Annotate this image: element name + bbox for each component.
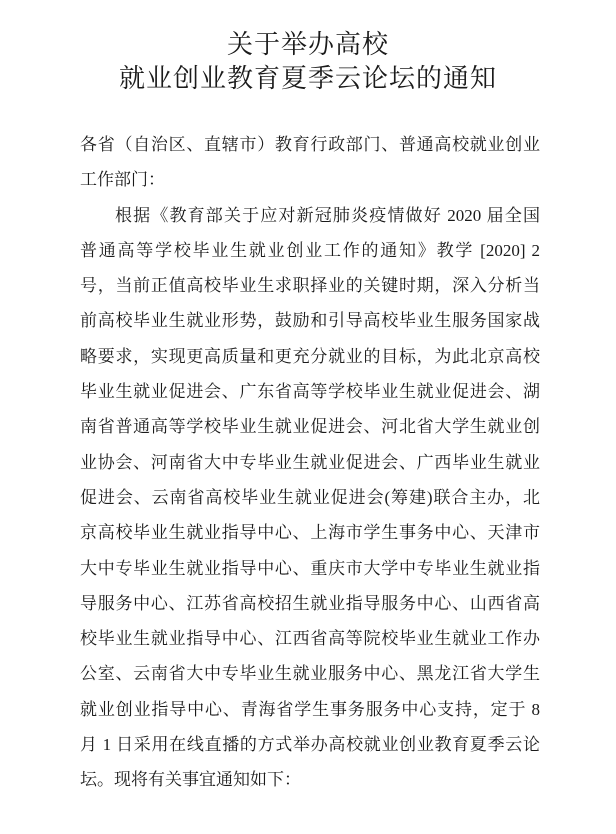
document-title-line-1: 关于举办高校 <box>226 30 389 59</box>
document-body <box>0 127 616 798</box>
body-line: 工作部门： <box>80 170 165 190</box>
body-line: 促进会、云南省高校毕业生就业促进会(筹建)联合主办，北 <box>80 487 540 507</box>
body-line: 业协会、河南省大中专毕业生就业促进会、广西毕业生就业 <box>80 452 540 472</box>
body-line: 各省（自治区、直辖市）教育行政部门、普通高校就业创业 <box>80 135 540 154</box>
body-line: 号，当前正值高校毕业生求职择业的关键时期，深入分析当 <box>80 276 540 296</box>
body-line: 校毕业生就业指导中心、江西省高等院校毕业生就业工作办 <box>80 629 540 649</box>
body-line: 月 1 日采用在线直播的方式举办高校就业创业教育夏季云论 <box>80 735 540 755</box>
body-line: 就业创业指导中心、青海省学生事务服务中心支持，定于 8 <box>80 699 540 719</box>
document-title-line-2: 就业创业教育夏季云论坛的通知 <box>118 64 497 93</box>
body-line: 普通高等学校毕业生就业创业工作的通知》教学 [2020] 2 <box>80 240 540 260</box>
body-line: 京高校毕业生就业指导中心、上海市学生事务中心、天津市 <box>80 523 540 543</box>
body-line: 大中专毕业生就业指导中心、重庆市大学中专毕业生就业指 <box>80 558 540 578</box>
body-line: 导服务中心、江苏省高校招生就业指导服务中心、山西省高 <box>80 593 540 613</box>
body-line: 公室、云南省大中专毕业生就业服务中心、黑龙江省大学生 <box>80 664 540 684</box>
body-line: 毕业生就业促进会、广东省高等学校毕业生就业促进会、湖 <box>80 382 540 402</box>
body-line: 略要求，实现更高质量和更充分就业的目标，为此北京高校 <box>80 346 540 366</box>
document-title <box>0 0 616 96</box>
body-line: 坛。现将有关事宜通知如下： <box>80 770 301 790</box>
body-line: 根据《教育部关于应对新冠肺炎疫情做好 2020 届全国 <box>115 205 540 225</box>
body-line: 南省普通高等学校毕业生就业促进会、河北省大学生就业创 <box>80 417 540 437</box>
body-line: 前高校毕业生就业形势，鼓励和引导高校毕业生服务国家战 <box>80 311 540 331</box>
